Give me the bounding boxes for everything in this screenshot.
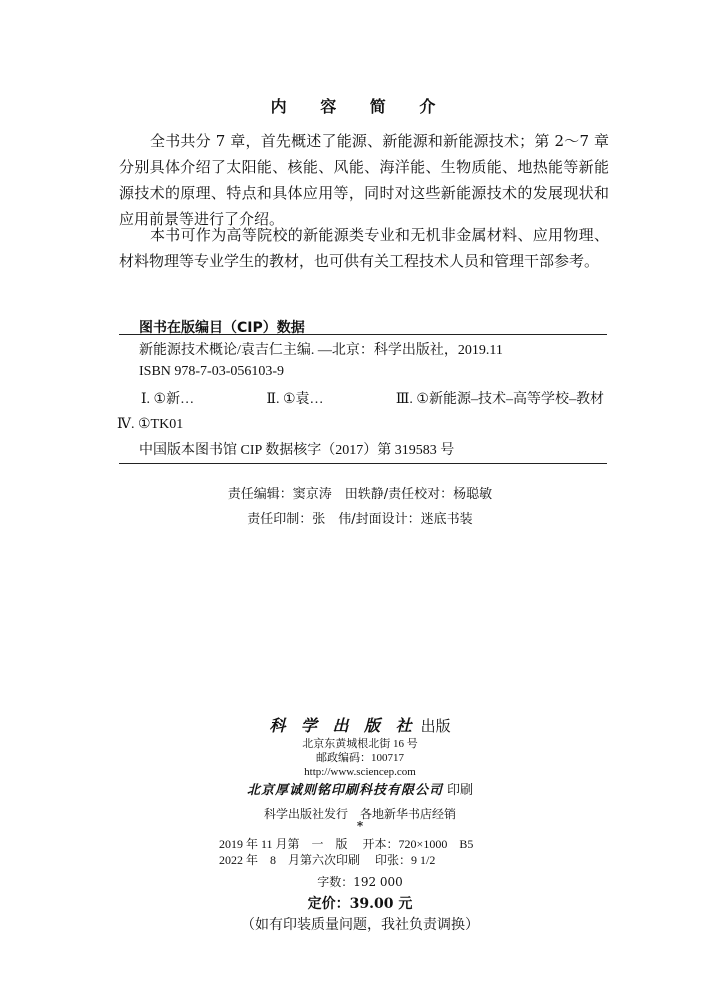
cip-isbn: ISBN 978-7-03-056103-9	[139, 364, 285, 379]
production-credits: 责任印制：张 伟/封面设计：迷底书装	[247, 512, 473, 527]
publisher-postcode: 邮政编码：100717	[316, 752, 404, 764]
publisher-logo-name: 科 学 出 版 社	[269, 716, 417, 735]
cip-class-4: Ⅳ. ①TK01	[117, 417, 184, 432]
intro-paragraph-2: 本书可作为高等院校的新能源类专业和无机非金属材料、应用物理、材料物理等专业学生的教材，也可供有关工程技术人员和管理干部参考。	[119, 226, 609, 270]
printer-line	[0, 779, 720, 798]
publisher-address: 北京东黄城根北街 16 号	[302, 738, 418, 750]
publisher-suffix: 出版	[420, 717, 451, 735]
quality-note: （如有印装质量问题，我社负责调换）	[241, 917, 479, 933]
printer-suffix: 印刷	[447, 783, 474, 798]
intro-paragraph-1: 全书共分 7 章，首先概述了能源、新能源和新能源技术；第 2～7 章分别具体介绍了太阳能、核能、风能、海洋能、生物质能、地热能等新能源技术的原理、特点和具体应用等，同时对这些新能源技术的发展现状和应用前景等进行了介绍。	[119, 132, 609, 228]
distribution-line: 科学出版社发行 各地新华书店经销	[263, 807, 456, 821]
editor-credits: 责任编辑：窦京涛 田轶静/责任校对：杨聪敏	[227, 487, 493, 502]
separator-asterisk: *	[356, 819, 364, 833]
printer-name: 北京厚诚则铭印刷科技有限公司	[246, 783, 443, 798]
cip-class-1: Ⅰ. ①新…	[141, 392, 195, 407]
price: 定价：39.00 元	[307, 896, 413, 912]
edition-line-2: 2022 年 8 月第六次印刷 印张：9 1/2	[219, 853, 436, 867]
page-title: 内 容 简 介	[270, 97, 450, 116]
cip-class-3: Ⅲ. ①新能源–技术–高等学校–教材	[395, 392, 604, 407]
cip-class-2: Ⅱ. ①袁…	[266, 392, 324, 407]
cip-bibliographic-line: 新能源技术概论/袁吉仁主编. —北京：科学出版社，2019.11	[139, 343, 503, 358]
publisher-url: http://www.sciencep.com	[304, 766, 416, 778]
cip-bottom-divider	[119, 463, 607, 464]
cip-classification-row	[141, 390, 604, 410]
cip-heading: 图书在版编目（CIP）数据	[139, 320, 305, 336]
cip-top-divider	[119, 334, 607, 335]
publisher-line	[0, 713, 720, 736]
word-count: 字数：192 000	[317, 875, 403, 889]
cip-record-number: 中国版本图书馆 CIP 数据核字（2017）第 319583 号	[139, 443, 455, 458]
edition-line-1: 2019 年 11 月第 一 版 开本：720×1000 B5	[219, 837, 474, 851]
